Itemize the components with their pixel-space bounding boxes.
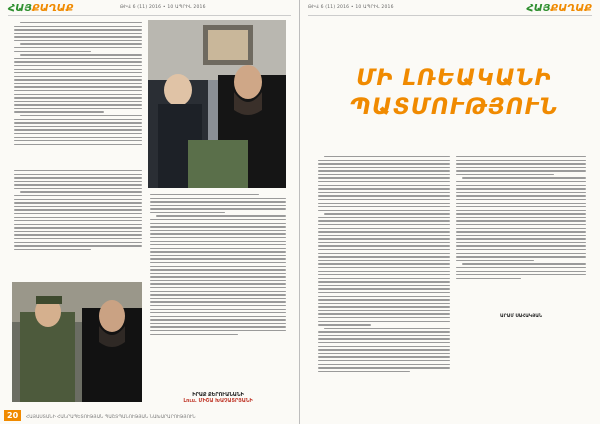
photo-priest-and-boy xyxy=(148,20,286,188)
article-author: ԱՐԱՄ ՍԱՀԱԿՅԱՆ xyxy=(500,314,543,319)
article-text-top xyxy=(14,22,142,145)
article-title: ՄԻ ԼՌԵԱԿԱՆԻ ՊԱՏՄՈՒԹՅՈՒՆ xyxy=(349,66,559,120)
page-number-left: 20 xyxy=(4,410,21,421)
brand-logo-right: ՀԱՅՔԱՂԱՔ xyxy=(526,3,592,14)
header-rule xyxy=(8,15,291,16)
article-text-right-col2 xyxy=(456,156,586,279)
article-signature: ԻՐԱՔ ՔԵՐՈՒԱՆԱՆԻ Լուս. ՄԻՇԱ ԽԱՉԱՏՐՅԱՆԻ xyxy=(183,392,253,404)
issue-label-right: ԹԻՎ 6 (11) 2016 • 10 ԱՊՐԻԼ 2016 xyxy=(308,5,394,10)
header-rule-right xyxy=(308,15,592,16)
issue-label: ԹԻՎ 6 (11) 2016 • 10 ԱՊՐԻԼ 2016 xyxy=(120,5,206,10)
article-text-left-lower xyxy=(14,170,142,250)
footer-left: ՀԱՅԱՍՏԱՆԻ ՀԱՆՐԱՊԵՏՈՒԹՅԱՆ ՊԱՇՏՊԱՆՈՒԹՅԱՆ ՆԱԽԱՐԱՐՈՒԹՅՈՒՆ xyxy=(26,415,196,420)
article-text-right xyxy=(150,194,286,335)
right-page xyxy=(300,0,600,424)
photo-soldier-and-priest xyxy=(12,282,142,402)
article-text-right-col1 xyxy=(318,156,450,372)
brand-logo: ՀԱՅՔԱՂԱՔ xyxy=(8,3,74,14)
